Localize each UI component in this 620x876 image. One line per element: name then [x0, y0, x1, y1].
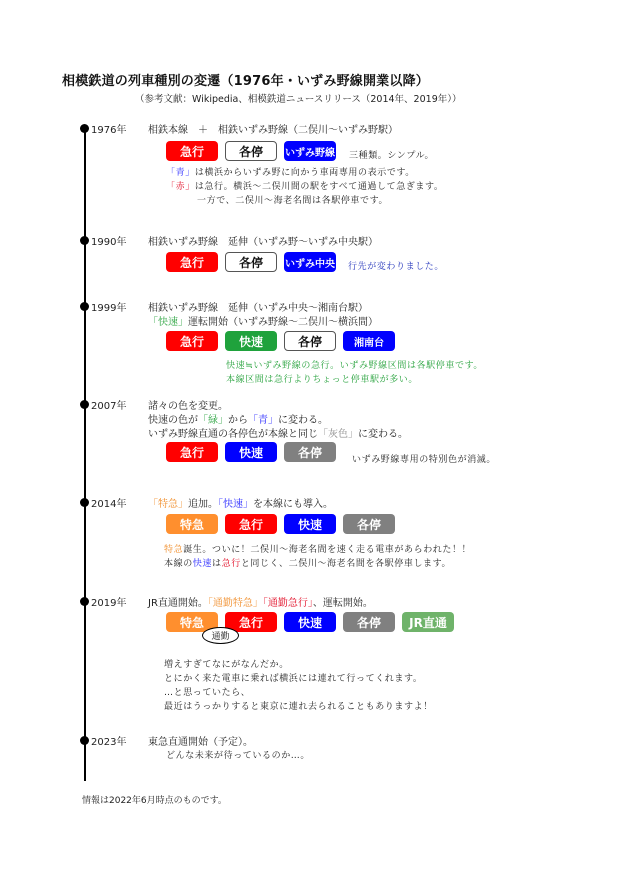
timeline-dot [80, 736, 89, 745]
page-subtitle: （参考文献：Wikipedia、相模鉄道ニュースリリース（2014年、2019年）） [135, 94, 462, 105]
note-line: 増えすぎてなにがなんだか。 [164, 660, 289, 670]
note-line: 最近はうっかりすると東京に連れ去られることもありますよ！ [164, 702, 433, 712]
timeline-dot [80, 597, 89, 606]
timeline-dot [80, 498, 89, 507]
note-line: 「青」は横浜からいずみ野に向かう車両専用の表示です。 [166, 168, 415, 178]
event-text: 相鉄いずみ野線 延伸（いずみ野～いずみ中央駅） [148, 237, 378, 248]
quote-red: 「赤」 [166, 182, 195, 192]
badge-kakutei: 各停 [225, 141, 277, 161]
badge-kaisoku: 快速 [284, 514, 336, 534]
event-text: いずみ野線直通の各停色が本線と同じ「灰色」に変わる。 [148, 429, 408, 440]
page-title: 相模鉄道の列車種別の変遷（1976年・いずみ野線開業以降） [62, 74, 429, 89]
note-line: 本線の快速は急行と同じく、二俣川～海老名間を各駅停車します。 [164, 559, 452, 569]
year-label: 2014年 [91, 499, 127, 510]
timeline-dot [80, 124, 89, 133]
timeline-line [84, 126, 86, 781]
badge-kyuko: 急行 [166, 331, 218, 351]
event-text: JR直通開始。「通勤特急」「通勤急行」、運転開始。 [148, 598, 373, 609]
note-line: …と思っていたら、 [164, 688, 251, 698]
year-label: 2007年 [91, 401, 127, 412]
event-text: 東急直通開始（予定）。 [148, 737, 253, 748]
badge-kakutei: 各停 [284, 442, 336, 462]
badge-tokkyu: 特急 [166, 514, 218, 534]
badge-shonandai: 湘南台 [343, 331, 395, 351]
year-label: 1976年 [91, 125, 127, 136]
badge-kakutei: 各停 [343, 514, 395, 534]
event-text: 相鉄本線 ＋ 相鉄いずみ野線（二俣川～いずみ野駅） [148, 125, 398, 136]
year-label: 2019年 [91, 598, 127, 609]
badge-kyuko: 急行 [166, 252, 218, 272]
badge-kakutei: 各停 [225, 252, 277, 272]
event-text: 「快速」運転開始（いずみ野線～二俣川～横浜間） [148, 317, 378, 328]
badge-kyuko: 急行 [225, 612, 277, 632]
year-label: 1999年 [91, 303, 127, 314]
badge-izumi-chuo: いずみ中央 [284, 252, 336, 272]
note-line: とにかく来た電車に乗れば横浜には連れて行ってくれます。 [164, 674, 423, 684]
quote-blue: 「青」 [166, 168, 195, 178]
year-label: 2023年 [91, 737, 127, 748]
event-text: 「特急」追加。「快速」を本線にも導入。 [148, 499, 333, 510]
badge-note: 行先が変わりました。 [348, 262, 445, 272]
badge-kyuko: 急行 [166, 141, 218, 161]
timeline-dot [80, 400, 89, 409]
event-text: 相鉄いずみ野線 延伸（いずみ中央～湘南台駅） [148, 303, 368, 314]
badge-note: いずみ野線専用の特別色が消滅。 [352, 455, 497, 465]
timeline-dot [80, 302, 89, 311]
badge-kyuko: 急行 [166, 442, 218, 462]
event-text: 諸々の色を変更。 [148, 401, 228, 412]
badge-kyuko: 急行 [225, 514, 277, 534]
timeline-dot [80, 236, 89, 245]
badge-kakutei: 各停 [343, 612, 395, 632]
badge-kakutei: 各停 [284, 331, 336, 351]
note-line: 本線区間は急行よりちょっと停車駅が多い。 [226, 375, 419, 385]
badge-kaisoku: 快速 [284, 612, 336, 632]
badge-izumino: いずみ野線 [284, 141, 336, 161]
badge-kaisoku: 快速 [225, 442, 277, 462]
note-line: 快速≒いずみ野線の急行。いずみ野線区間は各駅停車です。 [226, 361, 484, 371]
note-line: 「赤」は急行。横浜～二俣川間の駅をすべて通過して急ぎます。 [166, 182, 444, 192]
year-label: 1990年 [91, 237, 127, 248]
note-line: 一方で、二俣川～海老名間は各駅停車です。 [197, 196, 389, 206]
badge-kaisoku: 快速 [225, 331, 277, 351]
badge-note: 三種類。シンプル。 [349, 151, 435, 161]
note-line: 特急誕生。ついに！二俣川～海老名間を速く走る電車があらわれた！！ [164, 545, 472, 555]
note-line: どんな未来が待っているのか…。 [166, 751, 311, 761]
badge-tokkyu: 特急 [166, 612, 218, 632]
footer-note: 情報は2022年6月時点のものです。 [82, 796, 227, 806]
badge-jr-direct: JR直通 [402, 612, 454, 632]
tsukin-oval-label: 通勤 [202, 627, 239, 644]
event-text: 快速の色が「緑」から「青」に変わる。 [148, 415, 328, 426]
